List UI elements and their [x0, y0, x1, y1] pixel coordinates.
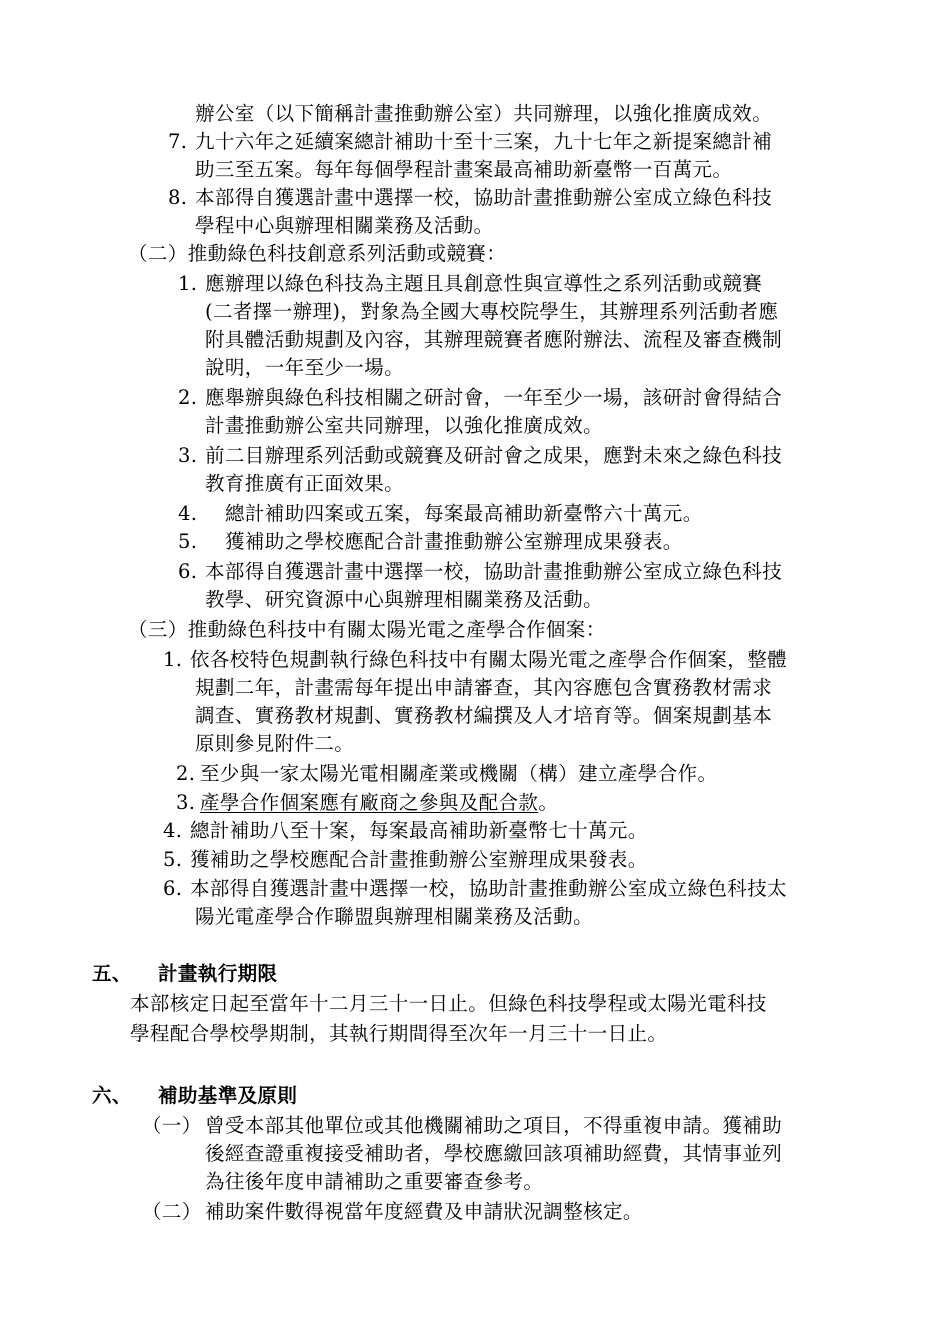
item-text-line: 助三至五案。每年每個學程計畫案最高補助新臺幣一百萬元。 [195, 158, 733, 181]
item-text-line: 獲補助之學校應配合計畫推動辦公室辦理成果發表。 [225, 530, 683, 553]
item-text-line: 九十六年之延續案總計補助十至十三案，九十七年之新提案總計補 [195, 130, 773, 153]
item-text-line: 本部得自獲選計畫中選擇一校，協助計畫推動辦公室成立綠色科技太 [190, 877, 788, 900]
item-number: 3. [178, 444, 198, 467]
item-text-line: 總計補助八至十案，每案最高補助新臺幣七十萬元。 [190, 819, 648, 842]
item-number: 5. [163, 848, 183, 871]
item-text-line: 陽光電產學合作聯盟與辦理相關業務及活動。 [195, 905, 594, 928]
item-text-line: 曾受本部其他單位或其他機關補助之項目，不得重複申請。獲補助 [205, 1114, 783, 1137]
item-text-line: (二者擇一辦理)，對象為全國大專校院學生，其辦理系列活動者應 [205, 300, 779, 323]
item-text-line: 為往後年度申請補助之重要審查參考。 [205, 1170, 544, 1193]
item-text-line: 應舉辦與綠色科技相關之研討會，一年至少一場，該研討會得結合 [205, 386, 783, 409]
item-text-line [200, 789, 558, 817]
item-text-line: 附具體活動規劃及內容，其辦理競賽者應附辦法、流程及審查機制 [205, 328, 783, 351]
subsection-title: （三）推動綠色科技中有關太陽光電之產學合作個案： [128, 618, 606, 641]
item-text-line: 應辦理以綠色科技為主題且具創意性與宣導性之系列活動或競賽 [205, 272, 763, 295]
item-text-line: 本部得自獲選計畫中選擇一校，協助計畫推動辦公室成立綠色科技 [205, 560, 783, 583]
item-text-line: 說明，一年至少一場。 [205, 356, 405, 379]
item-number: 6. [163, 877, 183, 900]
item-number: 4. [178, 502, 198, 525]
item-text-line: 至少與一家太陽光電相關產業或機關（構）建立產學合作。 [200, 762, 718, 785]
paragraph-line: 學程配合學校學期制，其執行期間得至次年一月三十一日止。 [130, 1022, 668, 1045]
item-number: 1. [163, 648, 183, 671]
trailing-punctuation: 。 [538, 791, 559, 814]
underlined-text: 產學合作個案應有廠商之參與及配合款 [200, 791, 539, 814]
item-number: （二） [142, 1200, 202, 1223]
item-number: （一） [142, 1114, 202, 1137]
item-text-line: 本部得自獲選計畫中選擇一校，協助計畫推動辦公室成立綠色科技 [195, 186, 773, 209]
item-text-line: 獲補助之學校應配合計畫推動辦公室辦理成果發表。 [190, 848, 648, 871]
subsection-title: （二）推動綠色科技創意系列活動或競賽： [128, 242, 507, 265]
item-text-line: 教育推廣有正面效果。 [205, 472, 405, 495]
item-number: 7. [168, 130, 188, 153]
paragraph-line: 本部核定日起至當年十二月三十一日止。但綠色科技學程或太陽光電科技 [130, 992, 767, 1015]
section-number: 五、 [92, 962, 132, 985]
intro-tail-line: 辦公室（以下簡稱計畫推動辦公室）共同辦理，以強化推廣成效。 [195, 102, 773, 125]
item-text-line: 規劃二年，計畫需每年提出申請審查，其內容應包含實務教材需求 [195, 676, 773, 699]
item-text-line: 學程中心與辦理相關業務及活動。 [195, 214, 494, 237]
item-text-line: 調查、實務教材規劃、實務教材編撰及人才培育等。個案規劃基本 [195, 704, 773, 727]
item-number: 6. [178, 560, 198, 583]
item-text-line: 依各校特色規劃執行綠色科技中有關太陽光電之產學合作個案，整體 [190, 648, 788, 671]
item-text-line: 補助案件數得視當年度經費及申請狀況調整核定。 [205, 1200, 643, 1223]
item-text-line: 後經查證重複接受補助者，學校應繳回該項補助經費，其情事並列 [205, 1142, 783, 1165]
item-text-line: 前二目辦理系列活動或競賽及研討會之成果，應對未來之綠色科技 [205, 444, 783, 467]
item-text-line: 計畫推動辦公室共同辦理，以強化推廣成效。 [205, 414, 604, 437]
item-text-line: 原則參見附件二。 [195, 732, 355, 755]
item-number: 1. [178, 272, 198, 295]
item-number: 5. [178, 530, 198, 553]
item-number: 3. [176, 791, 196, 814]
item-text-line: 教學、研究資源中心與辦理相關業務及活動。 [205, 588, 604, 611]
item-number: 4. [163, 819, 183, 842]
section-heading: 計畫執行期限 [158, 962, 278, 985]
item-text-line: 總計補助四案或五案，每案最高補助新臺幣六十萬元。 [225, 502, 703, 525]
section-number: 六、 [92, 1084, 132, 1107]
item-number: 2. [178, 386, 198, 409]
item-number: 8. [168, 186, 188, 209]
section-heading: 補助基準及原則 [158, 1084, 298, 1107]
item-number: 2. [176, 762, 196, 785]
